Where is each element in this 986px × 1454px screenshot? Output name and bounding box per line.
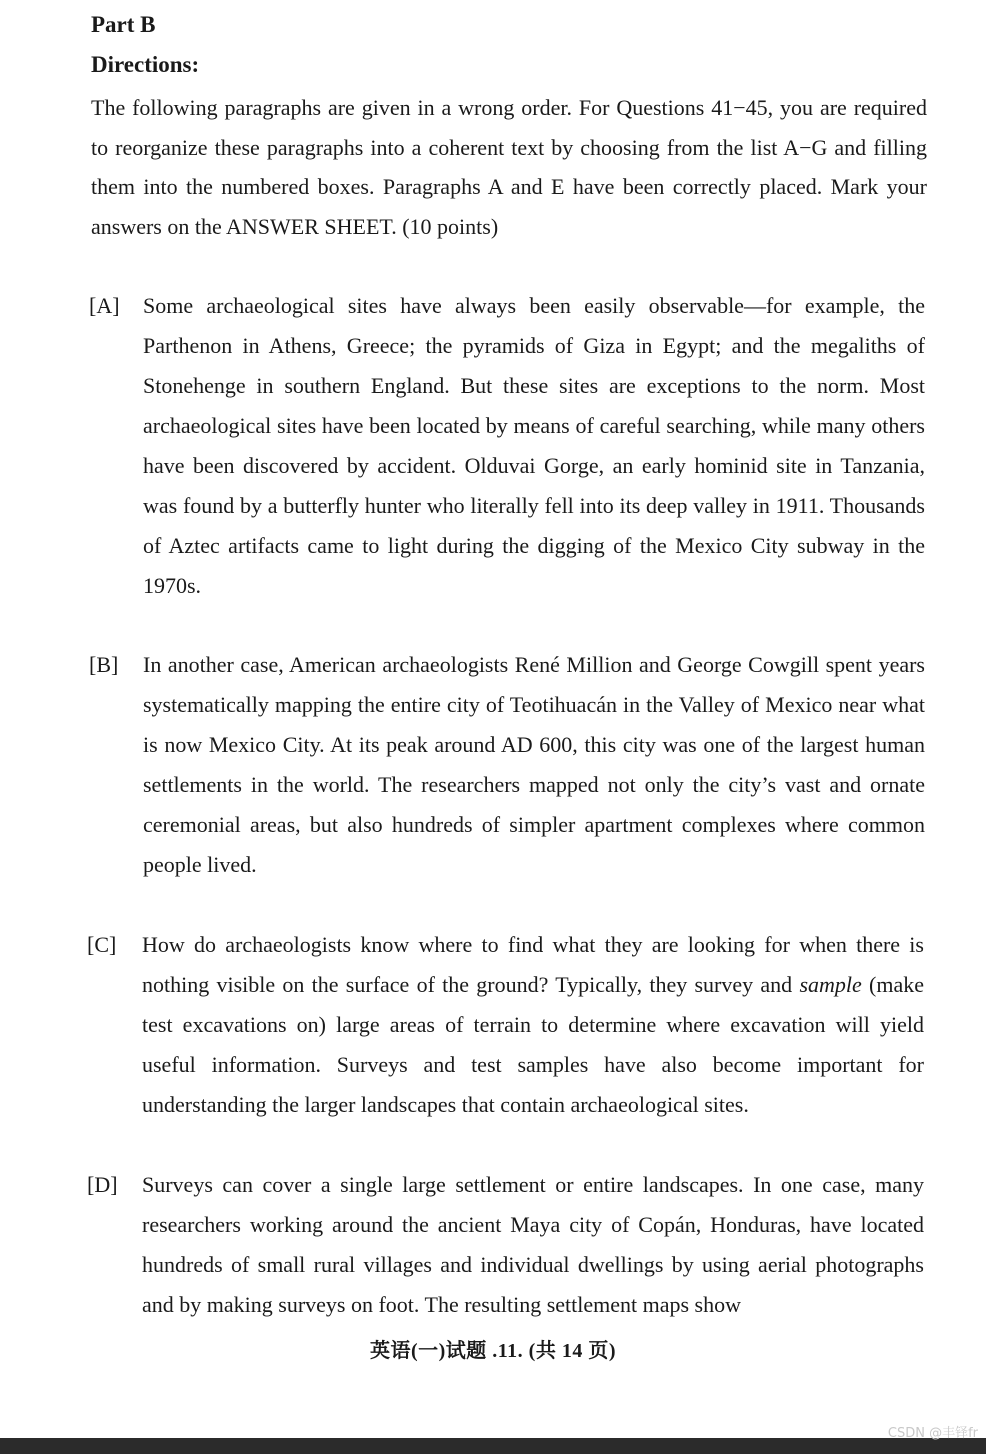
watermark: CSDN @丰铎fr: [887, 1426, 978, 1441]
part-title: Part B: [91, 12, 156, 37]
paragraph-text: Surveys can cover a single large settlement or entire landscapes. In one case, many researchers working around the ancient Maya city of Copán, Honduras, have located hundreds of small rural villages and individual dwellings by using aerial photographs and by making surveys on foot. The resulting settlement maps show: [142, 1172, 924, 1317]
paragraph-text-part: (make test excavations on) large areas of terrain to determine where excavation will yield useful information. Surveys and test samples have also become important for understanding the larger landscapes that contain archaeological sites.: [142, 972, 924, 1117]
directions-text: The following paragraphs are given in a wrong order. For Questions 41−45, you are required to reorganize these paragraphs into a coherent text by choosing from the list A−G and filling them into the numbered boxes. Paragraphs A and E have been correctly placed. Mark your answers on the ANSWER SHEET. (10 points): [91, 95, 927, 239]
directions-title: Directions:: [91, 52, 200, 77]
paragraph-text: Some archaeological sites have always been easily observable—for example, the Parthenon in Athens, Greece; the pyramids of Giza in Egypt; and the megaliths of Stonehenge in southern England. But these sites are exceptions to the norm. Most archaeological sites have been located by means of careful searching, while many others have been discovered by accident. Olduvai Gorge, an early hominid site in Tanzania, was found by a butterfly hunter who literally fell into its deep valley in 1911. Thousands of Aztec artifacts came to light during the digging of the Mexico City subway in the 1970s.: [143, 293, 925, 598]
paragraph-label: [A]: [89, 293, 120, 318]
page-footer: 英语(一)试题 .11. (共 14 页): [369, 1340, 617, 1362]
paragraph-text: In another case, American archaeologists René Million and George Cowgill spent years systematically mapping the entire city of Teotihuacán in the Valley of Mexico near what is now Mexico City. At its peak around AD 600, this city was one of the largest human settlements in the world. The researchers mapped not only the city’s vast and ornate ceremonial areas, but also hundreds of simpler apartment complexes where common people lived.: [143, 652, 925, 877]
paragraph-label: [C]: [87, 932, 117, 957]
paragraph-text-part: How do archaeologists know where to find what they are looking for when there is nothing visible on the surface of the ground? Typically, they survey and: [142, 932, 924, 997]
viewer-bottom-bar: [0, 1438, 986, 1454]
paragraph-text: [142, 925, 924, 1125]
paragraph-label: [D]: [87, 1172, 118, 1197]
italic-term: sample: [799, 972, 862, 997]
paragraph-label: [B]: [89, 652, 119, 677]
